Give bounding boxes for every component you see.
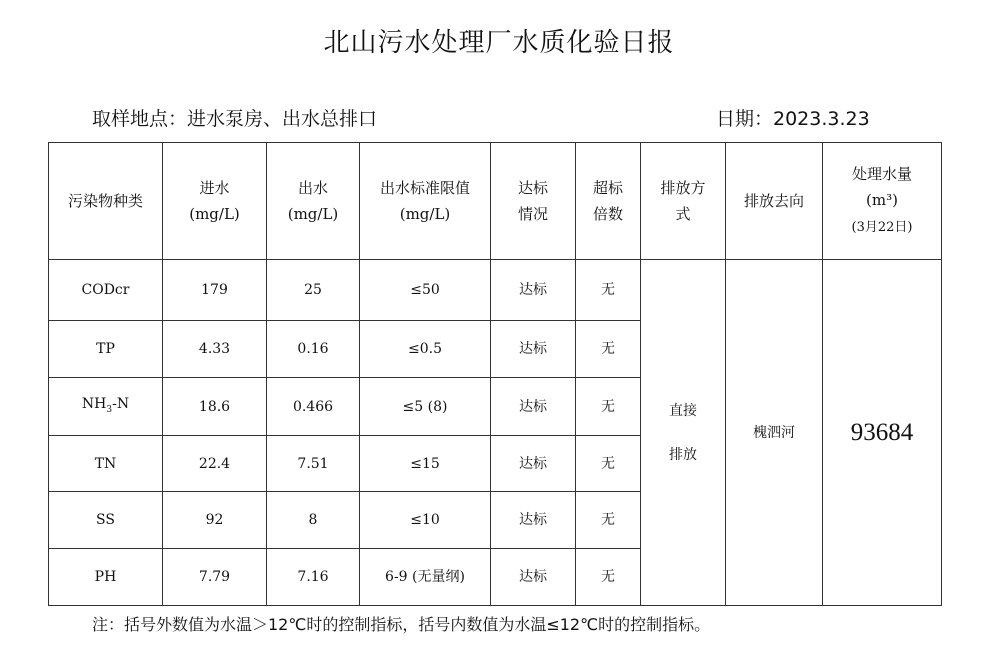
header-standard: 出水标准限值 (mg/L) (360, 143, 491, 260)
standard-cell: ≤10 (360, 492, 491, 549)
report-title: 北山污水处理厂水质化验日报 (323, 28, 675, 58)
header-exceed: 超标 倍数 (576, 143, 641, 260)
header-row (49, 143, 942, 260)
inflow-cell: 22.4 (163, 436, 267, 492)
standard-cell: 6-9 (无量纲) (360, 549, 491, 606)
footnote: 注：括号外数值为水温＞12℃时的控制指标，括号内数值为水温≤12℃时的控制指标。 (92, 615, 711, 634)
discharge-method-cell: 直接 排放 (641, 260, 726, 606)
pollutant-cell: CODcr (49, 260, 163, 321)
pollutant-cell: $NH_3-N$ (49, 378, 163, 436)
header-method: 排放方 式 (641, 143, 726, 260)
exceed-cell: 无 (576, 549, 641, 606)
outflow-cell: 25 (267, 260, 360, 321)
exceed-cell: 无 (576, 436, 641, 492)
header-compliance: 达标 情况 (491, 143, 576, 260)
pollutant-cell: PH (49, 549, 163, 606)
pollutant-cell: SS (49, 492, 163, 549)
header-inflow: 进水 (mg/L) (163, 143, 267, 260)
outflow-cell: 7.16 (267, 549, 360, 606)
pollutant-cell: TN (49, 436, 163, 492)
status-cell: 达标 (491, 260, 576, 321)
inflow-cell: 7.79 (163, 549, 267, 606)
exceed-cell: 无 (576, 378, 641, 436)
header-destination: 排放去向 (726, 143, 823, 260)
outflow-cell: 7.51 (267, 436, 360, 492)
outflow-cell: 8 (267, 492, 360, 549)
standard-cell: ≤5 (8) (360, 378, 491, 436)
report-date: 日期：2023.3.23 (716, 108, 870, 130)
standard-cell: ≤0.5 (360, 321, 491, 378)
outflow-cell: 0.16 (267, 321, 360, 378)
status-cell: 达标 (491, 492, 576, 549)
table-row (49, 260, 942, 321)
inflow-cell: 18.6 (163, 378, 267, 436)
inflow-cell: 179 (163, 260, 267, 321)
exceed-cell: 无 (576, 321, 641, 378)
standard-cell: ≤50 (360, 260, 491, 321)
pollutant-cell: TP (49, 321, 163, 378)
inflow-cell: 92 (163, 492, 267, 549)
sampling-location: 取样地点：进水泵房、出水总排口 (92, 108, 378, 130)
exceed-cell: 无 (576, 260, 641, 321)
exceed-cell: 无 (576, 492, 641, 549)
water-quality-table (48, 142, 942, 606)
status-cell: 达标 (491, 436, 576, 492)
outflow-cell: 0.466 (267, 378, 360, 436)
status-cell: 达标 (491, 321, 576, 378)
header-volume: 处理水量 (m³) (3月22日) (823, 143, 942, 260)
treated-volume-cell: 93684 (823, 260, 942, 606)
standard-cell: ≤15 (360, 436, 491, 492)
header-pollutant: 污染物种类 (49, 143, 163, 260)
header-outflow: 出水 (mg/L) (267, 143, 360, 260)
status-cell: 达标 (491, 378, 576, 436)
status-cell: 达标 (491, 549, 576, 606)
inflow-cell: 4.33 (163, 321, 267, 378)
discharge-destination-cell: 槐泗河 (726, 260, 823, 606)
